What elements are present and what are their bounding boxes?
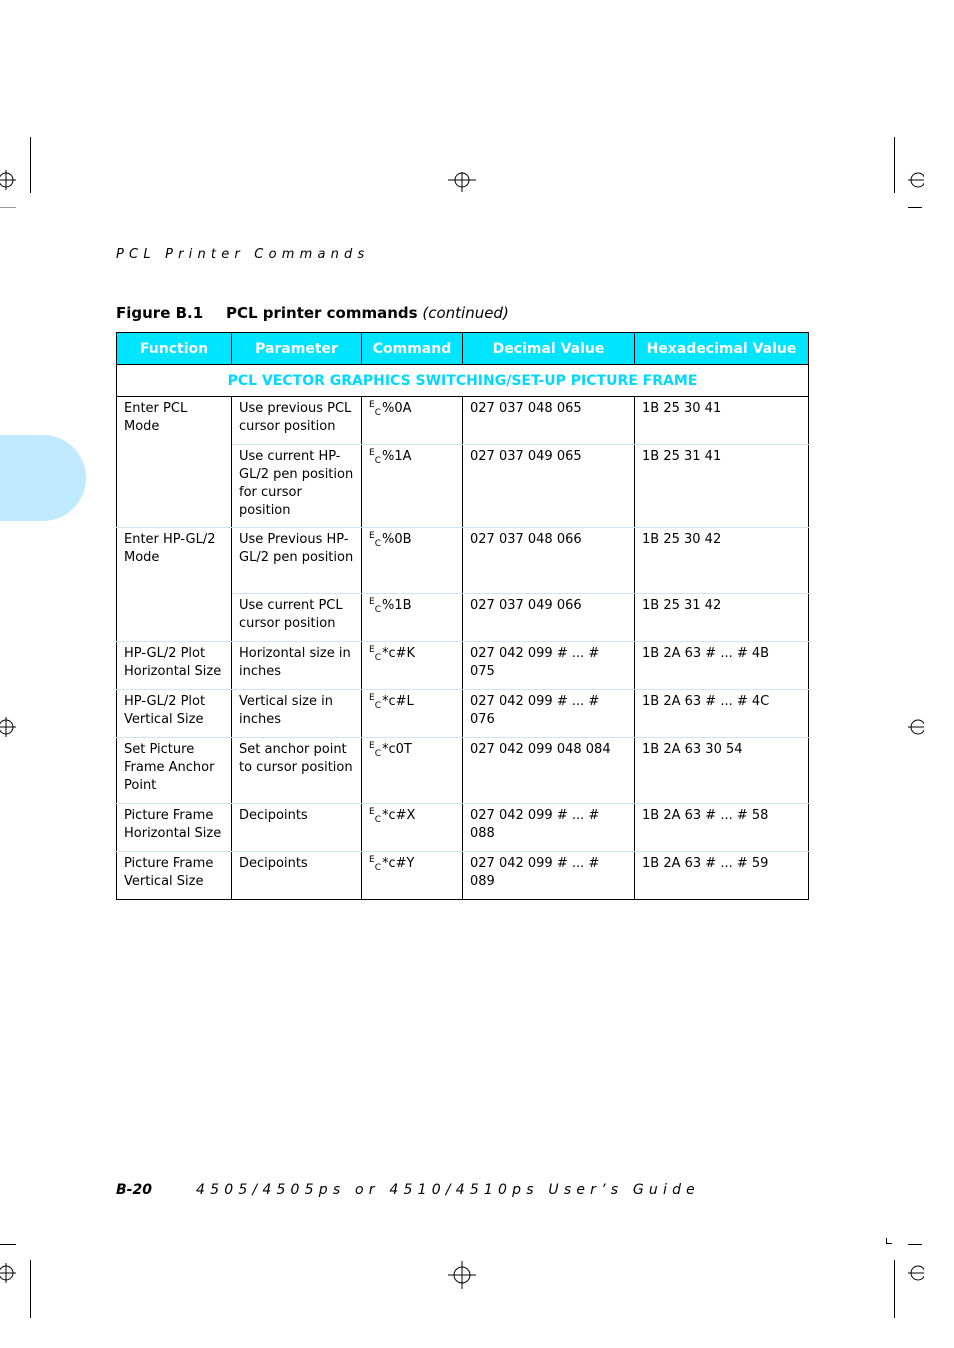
table-row: [117, 804, 809, 852]
figure-title: PCL printer commands: [225, 304, 418, 322]
command-cell: [362, 804, 463, 852]
escape-prefix: EC: [369, 597, 381, 615]
parameter-cell: Use current HP-GL/2 pen position for cursor position: [232, 445, 362, 528]
function-cell: Picture Frame Vertical Size: [117, 852, 232, 900]
column-header: Decimal Value: [463, 333, 635, 365]
hex-cell: 1B 2A 63 # ... # 59: [635, 852, 809, 900]
figure-number: Figure B.1: [116, 304, 204, 322]
hex-cell: 1B 2A 63 30 54: [635, 738, 809, 804]
command-text: *c0T: [381, 742, 412, 757]
table-row: [117, 397, 809, 445]
table-header-row: [117, 333, 809, 365]
registration-mark-icon: [904, 717, 924, 737]
command-text: *c#K: [381, 646, 416, 661]
hex-cell: 1B 25 30 41: [635, 397, 809, 445]
figure-continued: (continued): [422, 304, 509, 322]
command-text: %1B: [381, 598, 412, 613]
table-row: [117, 690, 809, 738]
figure-caption: [116, 304, 509, 322]
parameter-cell: Use previous PCL cursor position: [232, 397, 362, 445]
function-cell: Enter HP-GL/2 Mode: [117, 528, 232, 642]
function-cell: HP-GL/2 Plot Vertical Size: [117, 690, 232, 738]
registration-mark-icon: [448, 172, 476, 194]
parameter-cell: Vertical size in inches: [232, 690, 362, 738]
hex-cell: 1B 25 31 42: [635, 594, 809, 642]
function-cell: Enter PCL Mode: [117, 397, 232, 528]
parameter-cell: Use Previous HP-GL/2 pen position: [232, 528, 362, 594]
hex-cell: 1B 25 30 42: [635, 528, 809, 594]
registration-mark-icon: [0, 1263, 20, 1283]
function-cell: Set Picture Frame Anchor Point: [117, 738, 232, 804]
registration-mark-icon: [0, 170, 20, 190]
section-title: PCL VECTOR GRAPHICS SWITCHING/SET-UP PICTURE FRAME: [117, 365, 809, 397]
decimal-cell: 027 037 049 065: [463, 445, 635, 528]
chapter-thumb-tab: [0, 435, 86, 521]
registration-mark-icon: [448, 1261, 476, 1289]
registration-mark-icon: [904, 170, 924, 190]
escape-prefix: EC: [369, 693, 381, 711]
command-text: %1A: [381, 449, 412, 464]
decimal-cell: 027 042 099 048 084: [463, 738, 635, 804]
decimal-cell: 027 042 099 # ... # 088: [463, 804, 635, 852]
command-text: *c#X: [381, 808, 416, 823]
parameter-cell: Decipoints: [232, 804, 362, 852]
pcl-commands-table: [116, 332, 809, 900]
command-cell: [362, 445, 463, 528]
command-cell: [362, 528, 463, 594]
page-number: B-20: [116, 1182, 152, 1198]
decimal-cell: 027 042 099 # ... # 075: [463, 642, 635, 690]
decimal-cell: 027 042 099 # ... # 089: [463, 852, 635, 900]
command-text: *c#Y: [381, 856, 415, 871]
table-row: [117, 852, 809, 900]
table-row: [117, 738, 809, 804]
table-row: [117, 642, 809, 690]
column-header: Parameter: [232, 333, 362, 365]
escape-prefix: EC: [369, 855, 381, 873]
parameter-cell: Set anchor point to cursor position: [232, 738, 362, 804]
table-row: [117, 528, 809, 594]
command-cell: [362, 594, 463, 642]
command-cell: [362, 690, 463, 738]
command-text: *c#L: [381, 694, 414, 709]
command-cell: [362, 397, 463, 445]
decimal-cell: 027 042 099 # ... # 076: [463, 690, 635, 738]
escape-prefix: EC: [369, 741, 381, 759]
registration-mark-icon: [0, 717, 20, 737]
command-text: %0A: [381, 401, 412, 416]
escape-prefix: EC: [369, 448, 381, 466]
escape-prefix: EC: [369, 807, 381, 825]
escape-prefix: EC: [369, 400, 381, 418]
decimal-cell: 027 037 048 065: [463, 397, 635, 445]
column-header: Function: [117, 333, 232, 365]
decimal-cell: 027 037 049 066: [463, 594, 635, 642]
hex-cell: 1B 25 31 41: [635, 445, 809, 528]
command-cell: [362, 642, 463, 690]
decimal-cell: 027 037 048 066: [463, 528, 635, 594]
parameter-cell: Horizontal size in inches: [232, 642, 362, 690]
parameter-cell: Decipoints: [232, 852, 362, 900]
hex-cell: 1B 2A 63 # ... # 58: [635, 804, 809, 852]
parameter-cell: Use current PCL cursor position: [232, 594, 362, 642]
command-text: %0B: [381, 532, 412, 547]
escape-prefix: EC: [369, 645, 381, 663]
running-header: PCL Printer Commands: [116, 247, 370, 262]
section-row: [117, 365, 809, 397]
escape-prefix: EC: [369, 531, 381, 549]
function-cell: Picture Frame Horizontal Size: [117, 804, 232, 852]
command-cell: [362, 738, 463, 804]
hex-cell: 1B 2A 63 # ... # 4C: [635, 690, 809, 738]
hex-cell: 1B 2A 63 # ... # 4B: [635, 642, 809, 690]
guide-title: 4505/4505ps or 4510/4510ps User’s Guide: [196, 1182, 700, 1198]
function-cell: HP-GL/2 Plot Horizontal Size: [117, 642, 232, 690]
command-cell: [362, 852, 463, 900]
column-header: Command: [362, 333, 463, 365]
registration-mark-icon: [904, 1263, 924, 1283]
column-header: Hexadecimal Value: [635, 333, 809, 365]
